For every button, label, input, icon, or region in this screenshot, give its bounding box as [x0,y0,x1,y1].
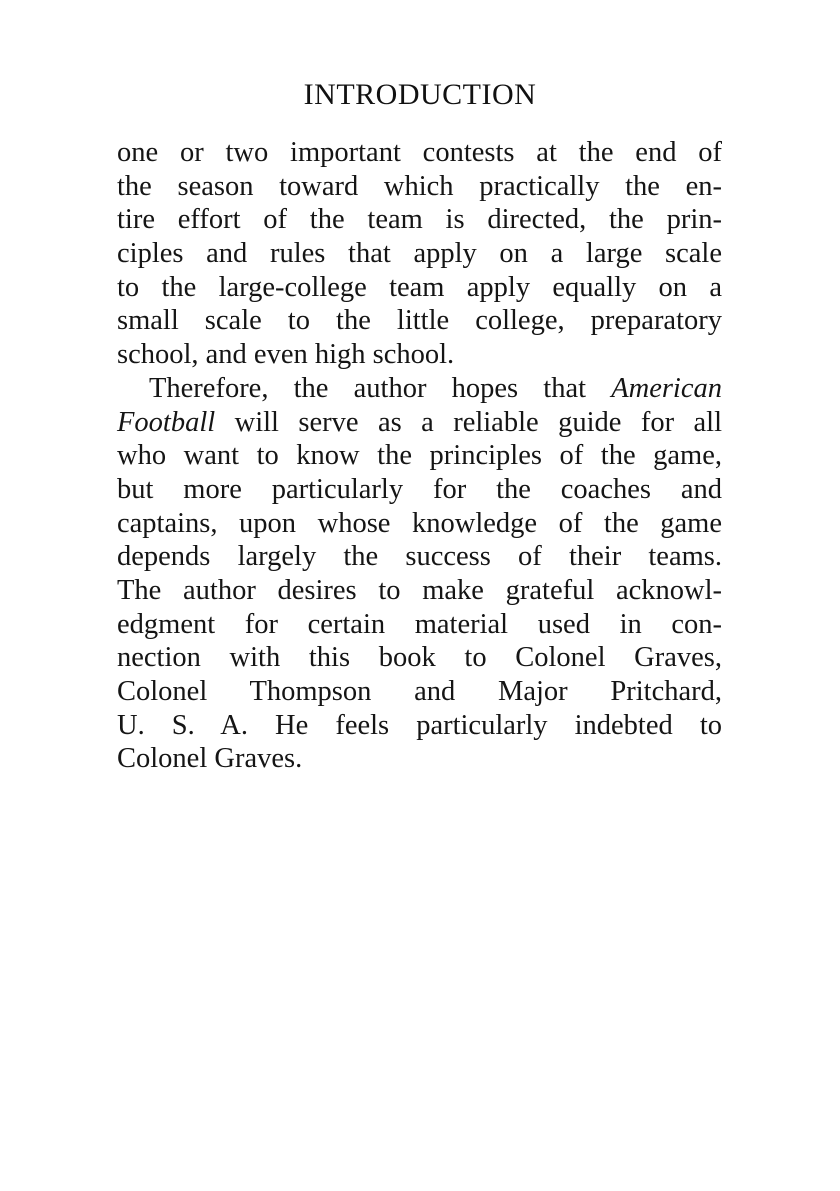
text-line: one or two important contests at the end of [117,137,722,168]
text-line: Colonel Graves. [117,743,303,775]
text-line: The author desires to make grateful acknowl- [117,574,722,606]
text-span: will serve as a reliable guide for all [234,406,722,438]
text-line: who want to know the principles of the game, [117,440,722,472]
book-title-italic: American [611,372,723,404]
text-line: to the large-college team apply equally on a [117,271,722,303]
text-span: Therefore, the author hopes that [149,372,587,404]
text-line: small scale to the little college, preparatory [117,305,722,337]
text-line: but more particularly for the coaches and [117,473,722,505]
text-line: ciples and rules that apply on a large scale [117,238,722,270]
text-line: the season toward which practically the en- [117,170,722,202]
book-title-italic: Football [117,406,216,438]
text-line: edgment for certain material used in con- [117,608,722,640]
text-line [117,372,722,406]
body-text [117,136,722,776]
text-line: captains, upon whose knowledge of the game [117,507,722,539]
text-line: Colonel Thompson and Major Pritchard, [117,676,722,707]
text-line: tire effort of the team is directed, the prin- [117,204,722,236]
text-line [117,406,722,440]
text-line: school, and even high school. [117,339,455,371]
text-line: depends largely the success of their teams. [117,541,722,573]
paragraph-2 [117,372,722,776]
running-head: INTRODUCTION [303,78,537,111]
paragraph-1 [117,136,722,372]
text-line: nection with this book to Colonel Graves, [117,642,722,674]
text-line: U. S. A. He feels particularly indebted to [117,709,722,741]
